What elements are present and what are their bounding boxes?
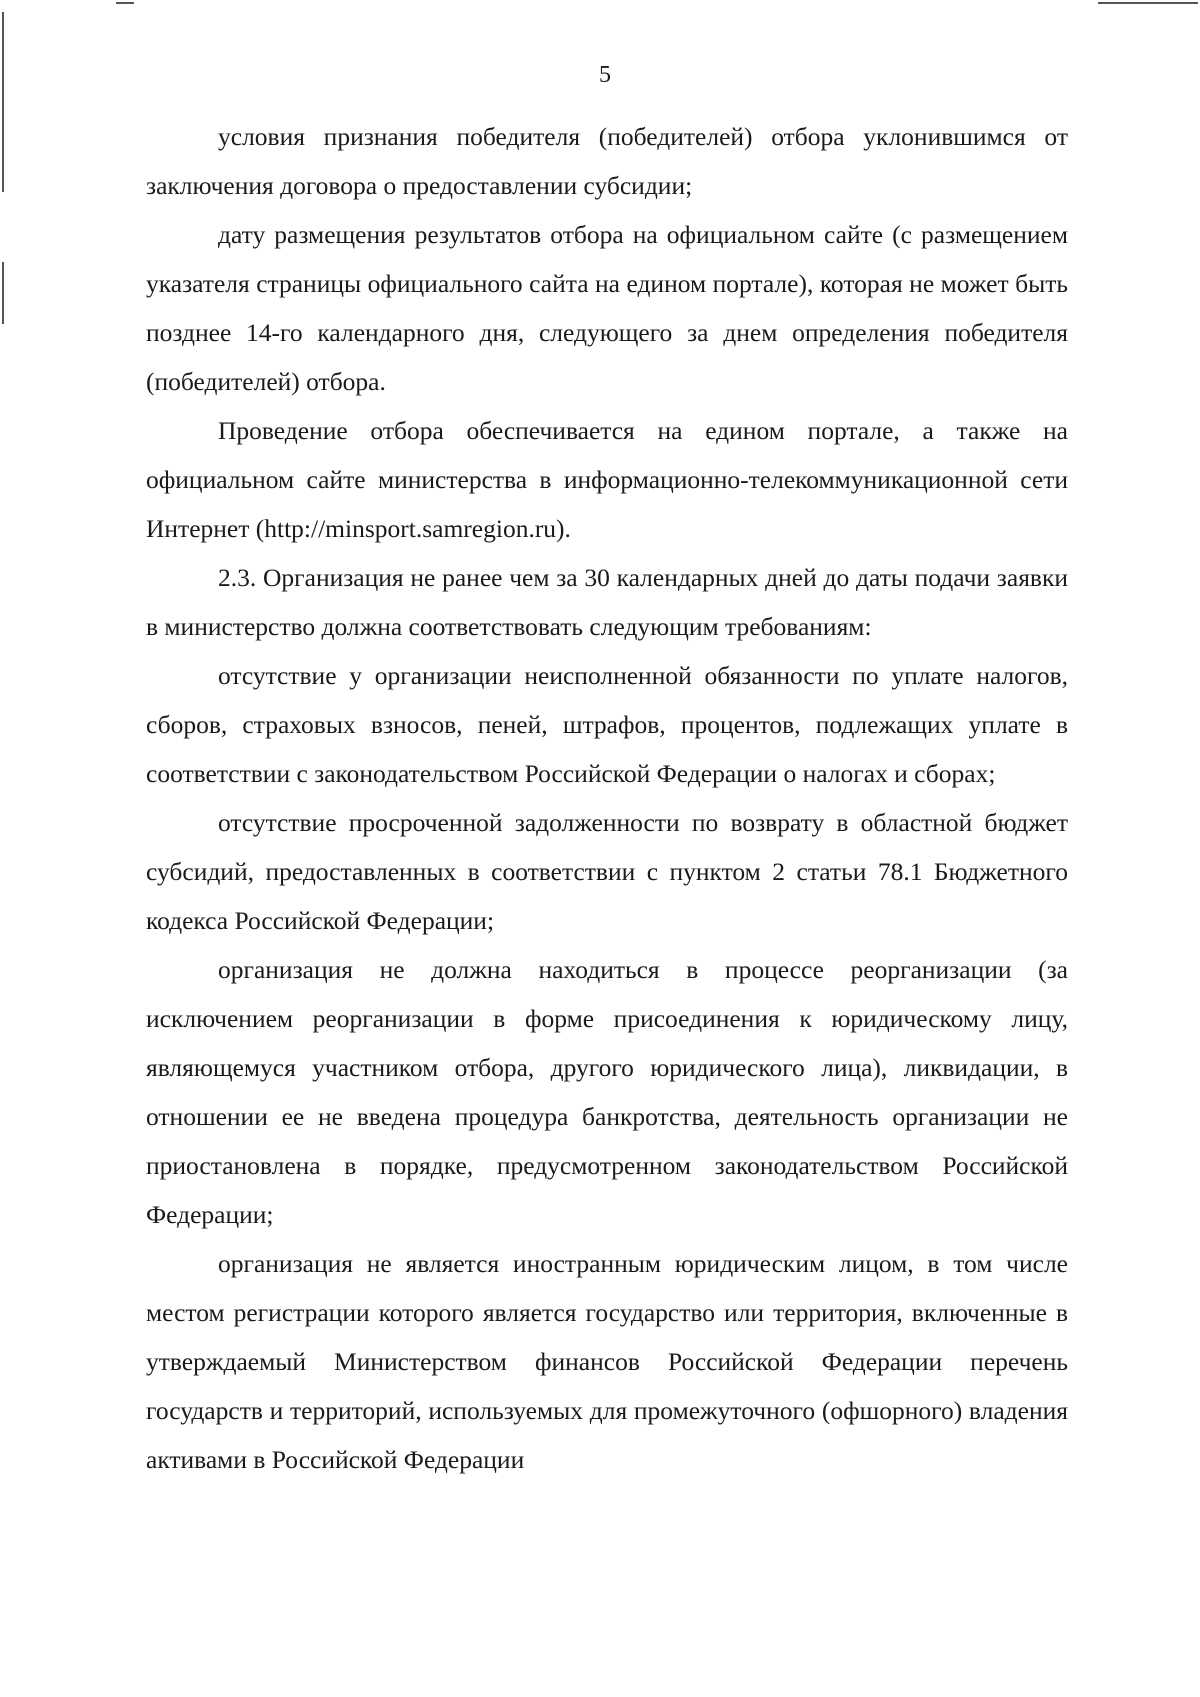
scan-top-dash — [116, 2, 134, 4]
page-number: 5 — [599, 62, 611, 88]
scan-edge-line-upper — [2, 12, 4, 192]
paragraph-no-overdue-debt: отсутствие просроченной задолженности по возврату в областной бюджет субсидий, предоставленных в соответствии с пунктом 2 статьи 78.1 Бюджетного кодекса Российской Федерации; — [146, 808, 1068, 935]
paragraph-selection-portal: Проведение отбора обеспечивается на едином портале, а также на официальном сайте министерства в информационно-телекоммуникационной сети Интернет (http://minsport.samregion.ru). — [146, 416, 1068, 543]
document-body — [146, 112, 1068, 1484]
paragraph-not-foreign-entity: организация не является иностранным юридическим лицом, в том числе местом регистрации которого является государство или территория, включенные в утверждаемый Министерством финансов Российской Федерации перечень государств и территорий, используемых для промежуточного (офшорного) владения активами в Российской Федерации — [146, 1249, 1068, 1474]
paragraph-section-2-3: 2.3. Организация не ранее чем за 30 календарных дней до даты подачи заявки в министерство должна соответствовать следующим требованиям: — [146, 563, 1068, 641]
paragraph-no-tax-debt: отсутствие у организации неисполненной обязанности по уплате налогов, сборов, страховых взносов, пеней, штрафов, процентов, подлежащих уплате в соответствии с законодательством Российской Федерации о налогах и сборах; — [146, 661, 1068, 788]
scan-edge-line-lower — [2, 262, 4, 324]
paragraph-no-reorganization: организация не должна находиться в процессе реорганизации (за исключением реорганизации в форме присоединения к юридическому лицу, являющемуся участником отбора, другого юридического лица), ликвидации, в отношении ее не введена процедура банкротства, деятельность организации не приостановлена в порядке, предусмотренном законодательством Российской Федерации; — [146, 955, 1068, 1229]
scan-top-right-line — [1098, 2, 1198, 4]
paragraph-results-publication-date: дату размещения результатов отбора на официальном сайте (с размещением указателя страницы официального сайта на едином портале), которая не может быть позднее 14-го календарного дня, следующего за днем определения победителя (победителей) отбора. — [146, 220, 1068, 396]
paragraph-winner-evasion-conditions: условия признания победителя (победителей) отбора уклонившимся от заключения договора о предоставлении субсидии; — [146, 122, 1068, 200]
